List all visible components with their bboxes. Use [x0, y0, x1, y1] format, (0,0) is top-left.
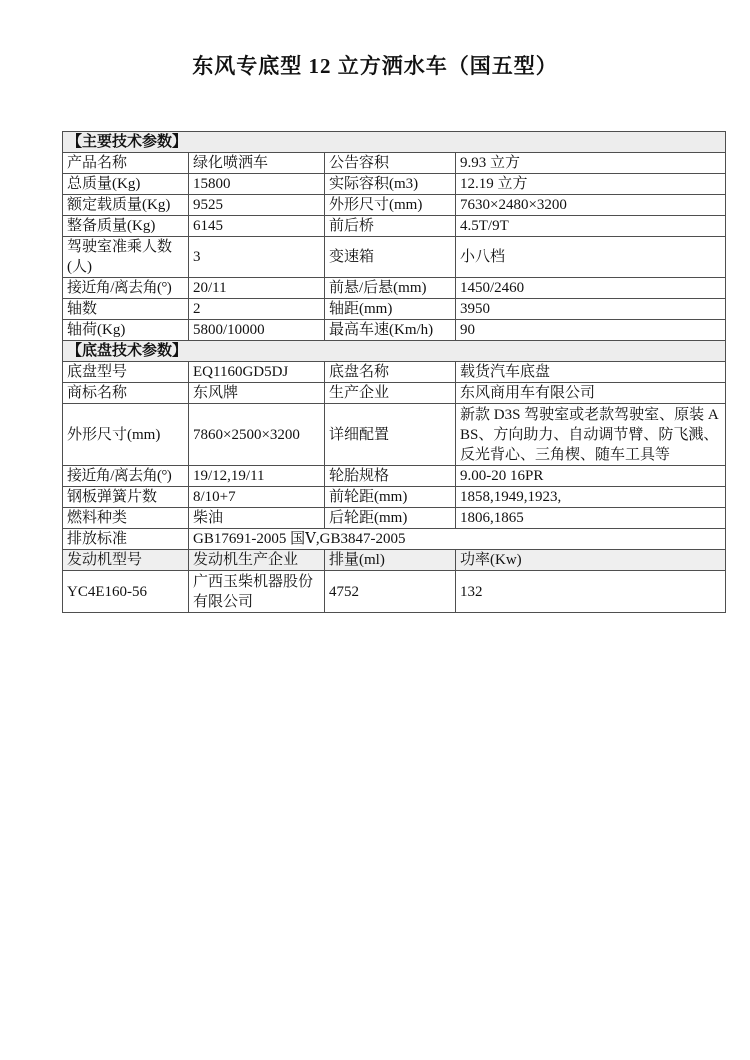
- param-value: 9.93 立方: [456, 153, 726, 174]
- param-label: 燃料种类: [63, 508, 189, 529]
- table-row: [63, 383, 726, 404]
- param-label: 发动机生产企业: [189, 550, 325, 571]
- table-row: [63, 153, 726, 174]
- param-label: 公告容积: [325, 153, 456, 174]
- param-label: 接近角/离去角(°): [63, 278, 189, 299]
- param-label: 功率(Kw): [456, 550, 726, 571]
- param-value: 7630×2480×3200: [456, 195, 726, 216]
- param-value: 东风牌: [189, 383, 325, 404]
- param-label: 轴数: [63, 299, 189, 320]
- param-value: 3950: [456, 299, 726, 320]
- param-label: 底盘名称: [325, 362, 456, 383]
- param-value: 1806,1865: [456, 508, 726, 529]
- param-value: 载货汽车底盘: [456, 362, 726, 383]
- param-label: 前轮距(mm): [325, 487, 456, 508]
- param-label: 实际容积(m3): [325, 174, 456, 195]
- table-row: [63, 508, 726, 529]
- engine-header-row: [63, 550, 726, 571]
- param-label: 外形尺寸(mm): [325, 195, 456, 216]
- param-value: 5800/10000: [189, 320, 325, 341]
- param-label: 排放标准: [63, 529, 189, 550]
- param-value: 小八档: [456, 237, 726, 278]
- param-label: 后轮距(mm): [325, 508, 456, 529]
- section-header-chassis: [63, 341, 726, 362]
- param-value: 2: [189, 299, 325, 320]
- param-label: 底盘型号: [63, 362, 189, 383]
- engine-data-row: [63, 571, 726, 613]
- param-value: 东风商用车有限公司: [456, 383, 726, 404]
- table-row: [63, 216, 726, 237]
- param-label: 总质量(Kg): [63, 174, 189, 195]
- param-label: 前悬/后悬(mm): [325, 278, 456, 299]
- param-label: 轮胎规格: [325, 466, 456, 487]
- param-label: 驾驶室准乘人数(人): [63, 237, 189, 278]
- table-row: [63, 299, 726, 320]
- table-row: [63, 195, 726, 216]
- param-value: 4752: [325, 571, 456, 613]
- param-label: 详细配置: [325, 404, 456, 466]
- param-label: 轴荷(Kg): [63, 320, 189, 341]
- param-value: 1450/2460: [456, 278, 726, 299]
- param-value: 4.5T/9T: [456, 216, 726, 237]
- param-label: 轴距(mm): [325, 299, 456, 320]
- param-value: 90: [456, 320, 726, 341]
- table-row: [63, 404, 726, 466]
- param-value: 19/12,19/11: [189, 466, 325, 487]
- section-header-main: [63, 132, 726, 153]
- param-value: YC4E160-56: [63, 571, 189, 613]
- section-header-label: 【主要技术参数】: [63, 132, 726, 153]
- param-label: 整备质量(Kg): [63, 216, 189, 237]
- param-value: 新款 D3S 驾驶室或老款驾驶室、原装 ABS、方向助力、自动调节臂、防飞溅、反光背心、三角楔、随车工具等: [456, 404, 726, 466]
- param-value: 广西玉柴机器股份有限公司: [189, 571, 325, 613]
- param-label: 额定载质量(Kg): [63, 195, 189, 216]
- param-label: 生产企业: [325, 383, 456, 404]
- param-value: 绿化喷洒车: [189, 153, 325, 174]
- param-value: EQ1160GD5DJ: [189, 362, 325, 383]
- page-title: 东风专底型 12 立方洒水车（国五型）: [192, 54, 558, 78]
- table-row: [63, 174, 726, 195]
- param-value: 9.00-20 16PR: [456, 466, 726, 487]
- param-label: 接近角/离去角(°): [63, 466, 189, 487]
- param-label: 产品名称: [63, 153, 189, 174]
- param-value: GB17691-2005 国Ⅴ,GB3847-2005: [189, 529, 726, 550]
- table-row: [63, 487, 726, 508]
- param-value: 15800: [189, 174, 325, 195]
- param-value: 6145: [189, 216, 325, 237]
- param-value: 1858,1949,1923,: [456, 487, 726, 508]
- param-label: 发动机型号: [63, 550, 189, 571]
- param-label: 商标名称: [63, 383, 189, 404]
- section-header-label: 【底盘技术参数】: [63, 341, 726, 362]
- param-value: 20/11: [189, 278, 325, 299]
- param-value: 柴油: [189, 508, 325, 529]
- param-value: 12.19 立方: [456, 174, 726, 195]
- table-row: [63, 278, 726, 299]
- param-value: 8/10+7: [189, 487, 325, 508]
- table-row: [63, 320, 726, 341]
- param-label: 钢板弹簧片数: [63, 487, 189, 508]
- emission-row: [63, 529, 726, 550]
- spec-table: [62, 131, 726, 613]
- param-label: 排量(ml): [325, 550, 456, 571]
- param-label: 变速箱: [325, 237, 456, 278]
- param-value: 9525: [189, 195, 325, 216]
- param-value: 132: [456, 571, 726, 613]
- param-label: 最高车速(Km/h): [325, 320, 456, 341]
- param-value: 7860×2500×3200: [189, 404, 325, 466]
- param-label: 前后桥: [325, 216, 456, 237]
- param-label: 外形尺寸(mm): [63, 404, 189, 466]
- table-row: [63, 466, 726, 487]
- table-row: [63, 362, 726, 383]
- table-row: [63, 237, 726, 278]
- param-value: 3: [189, 237, 325, 278]
